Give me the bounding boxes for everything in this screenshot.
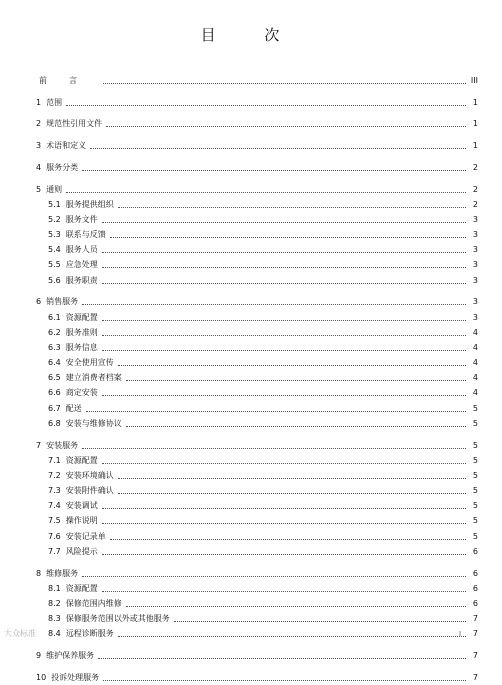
- toc-entry-number: 5: [36, 184, 42, 194]
- toc-entry[interactable]: [36, 437, 478, 452]
- toc-entry[interactable]: [36, 544, 478, 559]
- toc-entry-label: 服务文件: [65, 214, 98, 224]
- dot-leader: [103, 83, 466, 84]
- dot-leader: [118, 493, 466, 494]
- toc-entry[interactable]: [36, 160, 478, 175]
- toc-entry-number: 6.1: [48, 312, 61, 322]
- toc-entry-number: 3: [36, 141, 42, 151]
- toc-entry-number: 8.4: [48, 629, 61, 639]
- toc-entry[interactable]: [36, 370, 478, 385]
- toc-entry-page: 5: [472, 486, 478, 496]
- toc-entry-number: 5.4: [48, 245, 61, 255]
- toc-entry[interactable]: [36, 257, 478, 272]
- toc-entry-number: 6: [36, 297, 42, 307]
- toc-entry-number: 10: [36, 672, 47, 682]
- dot-leader: [102, 395, 466, 396]
- toc-entry[interactable]: [36, 116, 478, 131]
- toc-entry-label: 前言: [39, 76, 99, 86]
- toc-entry-number: 6.4: [48, 358, 61, 368]
- toc-entry[interactable]: [36, 626, 478, 641]
- toc-entry-number: 8.2: [48, 598, 61, 608]
- toc-entry-number: 1: [36, 97, 42, 107]
- toc-entry-label: 维护保养服务: [46, 650, 95, 660]
- toc-entry-label: 安装附件确认: [65, 486, 114, 496]
- toc-entry-label: 通则: [46, 184, 63, 194]
- toc-entry-number: 2: [36, 119, 42, 129]
- toc-entry[interactable]: [36, 385, 478, 400]
- dot-leader: [66, 192, 466, 193]
- toc-entry-number: 6.3: [48, 342, 61, 352]
- toc-entry-page: 3: [472, 297, 478, 307]
- toc-entry[interactable]: [36, 227, 478, 242]
- toc-entry-page: III: [470, 76, 478, 86]
- toc-entry-label: 安装记录单: [65, 531, 106, 541]
- toc-entry-page: 2: [472, 184, 478, 194]
- toc-entry-page: 3: [472, 312, 478, 322]
- dot-leader: [102, 283, 466, 284]
- toc-entry-number: 8: [36, 568, 42, 578]
- toc-entry-label: 配送: [65, 403, 82, 413]
- toc-entry-label: 风险提示: [65, 546, 98, 556]
- toc-entry-label: 术语和定义: [46, 141, 87, 151]
- toc-entry-page: 3: [472, 230, 478, 240]
- toc-entry-page: 3: [472, 275, 478, 285]
- dot-leader: [98, 658, 466, 659]
- dot-leader: [118, 478, 466, 479]
- toc-entry-page: 4: [472, 358, 478, 368]
- dot-leader: [110, 237, 466, 238]
- toc-entry-page: 5: [472, 470, 478, 480]
- toc-entry-page: 4: [472, 327, 478, 337]
- toc-entry-number: 7.4: [48, 501, 61, 511]
- toc-entry[interactable]: [36, 513, 478, 528]
- toc-entry[interactable]: [36, 565, 478, 580]
- toc-entry-number: 6.8: [48, 418, 61, 428]
- dot-leader: [86, 411, 466, 412]
- page-title: 目 次: [200, 26, 302, 44]
- toc-entry[interactable]: [36, 73, 478, 88]
- toc-entry[interactable]: [36, 483, 478, 498]
- toc-entry-number: 5.6: [48, 275, 61, 285]
- dot-leader: [82, 304, 466, 305]
- toc-entry-number: 7.2: [48, 470, 61, 480]
- toc-entry-page: 4: [472, 342, 478, 352]
- toc-entry-page: 7: [472, 650, 478, 660]
- dot-leader: [82, 170, 466, 171]
- toc-entry-page: 7: [472, 672, 478, 682]
- toc-entry-number: 6.7: [48, 403, 61, 413]
- toc-entry[interactable]: [36, 325, 478, 340]
- toc-entry-label: 服务职责: [65, 275, 98, 285]
- toc-entry-number: 6.5: [48, 373, 61, 383]
- dot-leader: [102, 350, 466, 351]
- toc-entry-label: 规范性引用文件: [46, 119, 103, 129]
- dot-leader: [82, 576, 466, 577]
- toc-entry-page: 3: [472, 214, 478, 224]
- dot-leader: [110, 539, 466, 540]
- toc-entry-label: 安装服务: [46, 440, 79, 450]
- dot-leader: [102, 267, 466, 268]
- dot-leader: [102, 508, 466, 509]
- footer-page-number: I: [459, 630, 462, 638]
- dot-leader: [118, 207, 466, 208]
- toc-entry[interactable]: [36, 611, 478, 626]
- toc-entry-number: 5.1: [48, 199, 61, 209]
- toc-entry-label: 服务分类: [46, 162, 79, 172]
- toc-entry-label: 资源配置: [65, 583, 98, 593]
- toc-entry-label: 范围: [46, 97, 63, 107]
- toc-entry-page: 5: [472, 403, 478, 413]
- dot-leader: [174, 621, 466, 622]
- dot-leader: [126, 426, 466, 427]
- toc-entry[interactable]: [36, 468, 478, 483]
- dot-leader: [103, 680, 466, 681]
- toc-entry-number: 7.5: [48, 516, 61, 526]
- toc-entry-number: 5.3: [48, 230, 61, 240]
- toc-entry[interactable]: [36, 138, 478, 153]
- toc-entry-label: 安装环境确认: [65, 470, 114, 480]
- dot-leader: [118, 636, 466, 637]
- toc-entry-label: 维修服务: [46, 568, 79, 578]
- dot-leader: [102, 554, 466, 555]
- toc-entry-label: 保修范围内维修: [65, 598, 122, 608]
- toc-entry[interactable]: [36, 648, 478, 663]
- toc-entry[interactable]: [36, 596, 478, 611]
- toc-entry-number: 6.2: [48, 327, 61, 337]
- toc-entry-page: 1: [472, 97, 478, 107]
- toc-entry-page: 5: [472, 531, 478, 541]
- toc-entry-number: 7.1: [48, 455, 61, 465]
- toc-entry-page: 2: [472, 162, 478, 172]
- toc-entry-number: 5.2: [48, 214, 61, 224]
- toc-entry[interactable]: [36, 401, 478, 416]
- toc-entry[interactable]: [36, 355, 478, 370]
- toc-entry-page: 5: [472, 516, 478, 526]
- toc-entry-page: 4: [472, 388, 478, 398]
- toc-entry-label: 安装与维修协议: [65, 418, 122, 428]
- toc-entry-label: 建立消费者档案: [65, 373, 122, 383]
- toc-entry-page: 3: [472, 245, 478, 255]
- dot-leader: [102, 463, 466, 464]
- toc-entry-number: 6.6: [48, 388, 61, 398]
- toc-entry-number: 8.3: [48, 614, 61, 624]
- toc-entry-page: 6: [472, 546, 478, 556]
- toc-entry[interactable]: [36, 670, 478, 685]
- toc-entry-page: 6: [472, 568, 478, 578]
- toc-entry-number: 7.3: [48, 486, 61, 496]
- toc-entry[interactable]: [36, 309, 478, 324]
- toc-entry-page: 6: [472, 583, 478, 593]
- toc-entry-page: 1: [472, 141, 478, 151]
- toc-entry-number: 8.1: [48, 583, 61, 593]
- toc-entry-number: 7.6: [48, 531, 61, 541]
- toc-entry-page: 4: [472, 373, 478, 383]
- toc-entry-number: 7: [36, 440, 42, 450]
- toc-entry[interactable]: [36, 181, 478, 196]
- toc-entry-number: 7.7: [48, 546, 61, 556]
- dot-leader: [102, 320, 466, 321]
- toc-entry-label: 服务准则: [65, 327, 98, 337]
- toc-entry-page: 5: [472, 440, 478, 450]
- toc-entry-label: 保修服务范围以外或其他服务: [65, 614, 170, 624]
- toc-entry-label: 服务人员: [65, 245, 98, 255]
- toc-entry-page: 3: [472, 260, 478, 270]
- dot-leader: [102, 335, 466, 336]
- toc-entry[interactable]: [36, 242, 478, 257]
- toc-entry-label: 服务提供组织: [65, 199, 114, 209]
- toc-entry-page: 5: [472, 455, 478, 465]
- toc-entry-label: 销售服务: [46, 297, 79, 307]
- toc-entry-page: 2: [472, 199, 478, 209]
- dot-leader: [66, 105, 466, 106]
- toc-entry[interactable]: [36, 581, 478, 596]
- toc-entry-page: 5: [472, 418, 478, 428]
- toc-entry-number: 9: [36, 650, 42, 660]
- watermark: 大众标准: [4, 629, 36, 638]
- dot-leader: [106, 126, 466, 127]
- toc-entry-label: 资源配置: [65, 312, 98, 322]
- toc-entry-number: 4: [36, 162, 42, 172]
- toc-entry[interactable]: [36, 273, 478, 288]
- toc-entry-label: 商定安装: [65, 388, 98, 398]
- toc-entry[interactable]: [36, 197, 478, 212]
- toc-entry-label: 远程诊断服务: [65, 629, 114, 639]
- toc-entry-label: 安全使用宣传: [65, 358, 114, 368]
- dot-leader: [118, 365, 466, 366]
- toc-entry-label: 服务信息: [65, 342, 98, 352]
- toc-entry-label: 投诉处理服务: [51, 672, 100, 682]
- dot-leader: [102, 222, 466, 223]
- toc-entry-label: 联系与反馈: [65, 230, 106, 240]
- toc-entry-label: 应急处理: [65, 260, 98, 270]
- toc-entry-label: 操作说明: [65, 516, 98, 526]
- toc-entry[interactable]: [36, 95, 478, 110]
- toc-entry[interactable]: [36, 416, 478, 431]
- dot-leader: [102, 523, 466, 524]
- toc-entry-page: 1: [472, 119, 478, 129]
- dot-leader: [90, 148, 466, 149]
- dot-leader: [102, 591, 466, 592]
- dot-leader: [126, 380, 466, 381]
- toc-entry-page: 5: [472, 501, 478, 511]
- toc-entry-page: 7: [472, 629, 478, 639]
- toc-entry[interactable]: [36, 294, 478, 309]
- toc-entry[interactable]: [36, 453, 478, 468]
- dot-leader: [102, 252, 466, 253]
- toc-entry[interactable]: [36, 529, 478, 544]
- table-of-contents: [36, 73, 478, 685]
- toc-entry-page: 6: [472, 598, 478, 608]
- toc-entry-number: 5.5: [48, 260, 61, 270]
- dot-leader: [126, 606, 466, 607]
- toc-entry[interactable]: [36, 498, 478, 513]
- toc-entry-label: 安装调试: [65, 501, 98, 511]
- toc-entry-label: 资源配置: [65, 455, 98, 465]
- toc-entry[interactable]: [36, 212, 478, 227]
- dot-leader: [82, 448, 466, 449]
- toc-entry-page: 7: [472, 614, 478, 624]
- toc-entry[interactable]: [36, 340, 478, 355]
